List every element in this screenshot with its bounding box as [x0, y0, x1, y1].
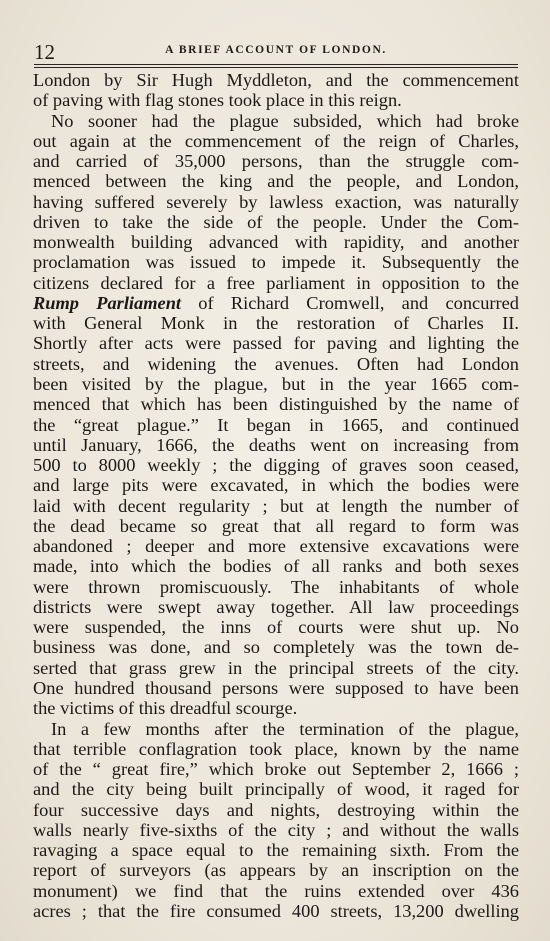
text-line: proclamation was issued to impede it. Subsequently the — [33, 252, 519, 273]
text-line: Shortly after acts were passed for paving and lighting the — [33, 333, 519, 354]
text-line: walls nearly five-sixths of the city ; and without the walls — [33, 819, 519, 840]
text-line: menced between the king and the people, and London, — [33, 171, 519, 192]
text-line: with General Monk in the restoration of Charles II. — [33, 313, 519, 334]
text-line: One hundred thousand persons were supposed to have been — [33, 677, 519, 698]
text-line: driven to take the side of the people. Under the Com- — [33, 211, 519, 232]
text-line: and carried of 35,000 persons, than the struggle com- — [33, 151, 519, 172]
text-line: that terrible conflagration took place, known by the name — [33, 738, 519, 759]
text-line: and large pits were excavated, in which the bodies were — [33, 475, 519, 496]
text-line: were thrown promiscuously. The inhabitants of whole — [33, 576, 519, 597]
text-line: four successive days and nights, destroying within the — [33, 799, 519, 820]
text-line — [33, 293, 519, 313]
text-line: streets, and widening the avenues. Often had London — [33, 353, 519, 374]
running-head: A BRIEF ACCOUNT OF LONDON. — [165, 44, 387, 56]
text-line: the victims of this dreadful scourge. — [33, 698, 298, 719]
text-line: ravaging a space equal to the remaining sixth. From the — [33, 840, 519, 861]
text-line: of paving with flag stones took place in this reign. — [33, 90, 402, 111]
text-line: laid with decent regularity ; but at length the number of — [33, 495, 519, 516]
text-line: abandoned ; deeper and more extensive excavations were — [33, 536, 519, 557]
text-line: 500 to 8000 weekly ; the digging of graves soon ceased, — [33, 455, 519, 476]
text-line: out again at the commencement of the reign of Charles, — [33, 130, 519, 151]
text-line: acres ; that the fire consumed 400 streets, 13,200 dwelling — [33, 900, 519, 921]
text-line: citizens declared for a free parliament in opposition to the — [33, 272, 519, 293]
text-line: No sooner had the plague subsided, which had broke — [51, 110, 519, 131]
text-line: report of surveyors (as appears by an inscription on the — [33, 860, 519, 881]
text-line: having suffered severely by lawless exaction, was naturally — [33, 191, 519, 212]
text-line: monument) we find that the ruins extended over 436 — [33, 880, 519, 901]
text-line: made, into which the bodies of all ranks and both sexes — [33, 556, 519, 577]
text-line: been visited by the plague, but in the year 1665 com- — [33, 373, 519, 394]
text-line: In a few months after the termination of the plague, — [51, 718, 519, 739]
text-line: districts were swept away together. All law proceedings — [33, 596, 519, 617]
text-line: of the “ great fire,” which broke out September 2, 1666 ; — [33, 759, 519, 780]
text-line: menced that which has been distinguished by the name of — [33, 394, 519, 415]
text-line: until January, 1666, the deaths went on increasing from — [33, 434, 519, 455]
header-rule-bottom — [34, 67, 518, 68]
text-line: serted that grass grew in the principal streets of the city. — [33, 657, 519, 678]
body-text — [33, 70, 519, 921]
text-line: were suspended, the inns of courts were shut up. No — [33, 617, 519, 638]
text-line: monwealth building advanced with rapidity, and another — [33, 232, 519, 253]
text-line: the “great plague.” It began in 1665, and continued — [33, 414, 519, 435]
text-line: and the city being built principally of wood, it raged for — [33, 779, 519, 800]
page-header — [34, 40, 518, 64]
page-number: 12 — [34, 40, 55, 64]
text-line-content: of Richard Cromwell, and concurred — [181, 292, 519, 313]
header-rule-top — [34, 64, 518, 65]
text-line: business was done, and so completely was the town de- — [33, 637, 519, 658]
text-line: the dead became so great that all regard to form was — [33, 515, 519, 536]
italic-phrase: Rump Parliament — [33, 292, 182, 313]
text-line: London by Sir Hugh Myddleton, and the commencement — [33, 70, 519, 90]
